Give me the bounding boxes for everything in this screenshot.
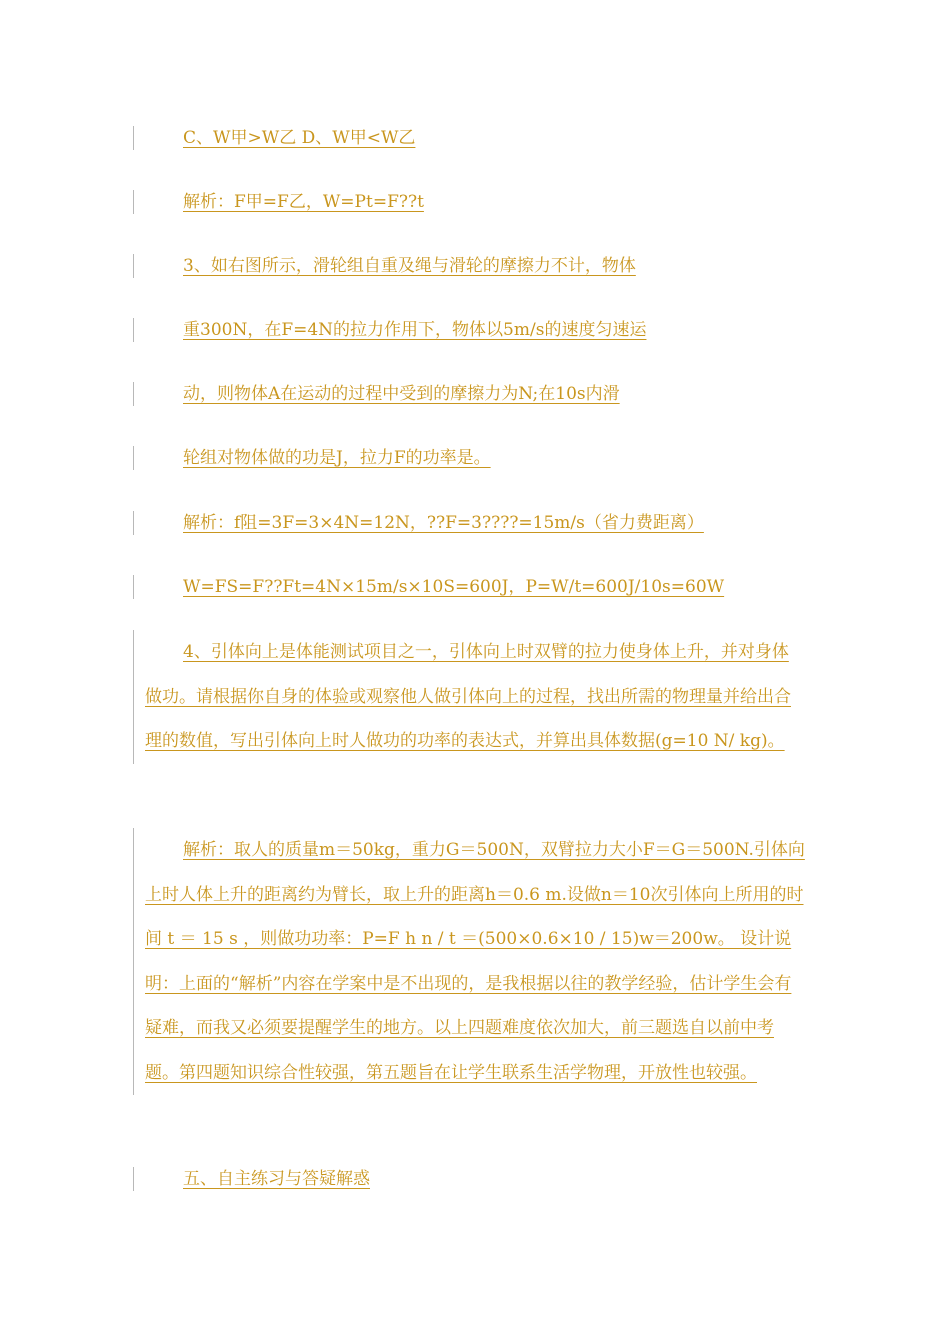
- question-3-text-1: 3、如右图所示，滑轮组自重及绳与滑轮的摩擦力不计，物体: [183, 256, 636, 276]
- section-5-heading: [133, 1167, 813, 1191]
- section-5-heading-text: 五、自主练习与答疑解惑: [183, 1169, 370, 1189]
- question-3-text-4: 轮组对物体做的功是J，拉力F的功率是。: [183, 448, 491, 468]
- formula-line: [133, 575, 813, 599]
- analysis-line-1: [133, 190, 813, 214]
- analysis-paragraph: [133, 828, 813, 1095]
- analysis-line-2: [133, 511, 813, 535]
- question-3-line-4: [133, 446, 813, 470]
- question-3-text-3: 动，则物体A在运动的过程中受到的摩擦力为N;在10s内滑: [183, 384, 620, 404]
- formula-text: W=FS=F??Ft=4N×15m/s×10S=600J，P=W/t=600J/10s=60W: [183, 577, 725, 597]
- question-3-text-2: 重300N，在F=4N的拉力作用下，物体以5m/s的速度匀速运: [183, 320, 647, 340]
- question-4-text: 4、引体向上是体能测试项目之一，引体向上时双臂的拉力使身体上升，并对身体做功。请根据你自身的体验或观察他人做引体向上的过程，找出所需的物理量并给出合理的数值，写出引体向上时人做功的功率的表达式，并算出具体数据(g=10 N/ kg)。: [145, 642, 791, 751]
- analysis-text-1: 解析：F甲=F乙，W=Pt=F??t: [183, 192, 424, 212]
- question-3-line-3: [133, 382, 813, 406]
- options-line: [133, 126, 813, 150]
- question-3-line-2: [133, 318, 813, 342]
- question-3-line-1: [133, 254, 813, 278]
- analysis-text-2: 解析：f阻=3F=3×4N=12N，??F=3????=15m/s（省力费距离）: [183, 513, 704, 533]
- question-4-paragraph: [133, 630, 813, 764]
- options-text: C、W甲>W乙 D、W甲<W乙: [183, 128, 416, 148]
- analysis-design-text: 解析：取人的质量m＝50kg，重力G＝500N，双臂拉力大小F＝G＝500N.引体向上时人体上升的距离约为臂长，取上升的距离h＝0.6 m.设做n＝10次引体向上所用的时间 t ＝ 15 s ，则做功功率：P=F h n / t ＝(500×0.6×10 / 15)w＝200w。 设计说明：上面的“解析”内容在学案中是不出现的，是我根据以往的教学经验，估计学生会有疑难，而我又必须要提醒学生的地方。以上四题难度依次加大，前三题选自以前中考题。第四题知识综合性较强，第五题旨在让学生联系生活学物理，开放性也较强。: [145, 840, 805, 1083]
